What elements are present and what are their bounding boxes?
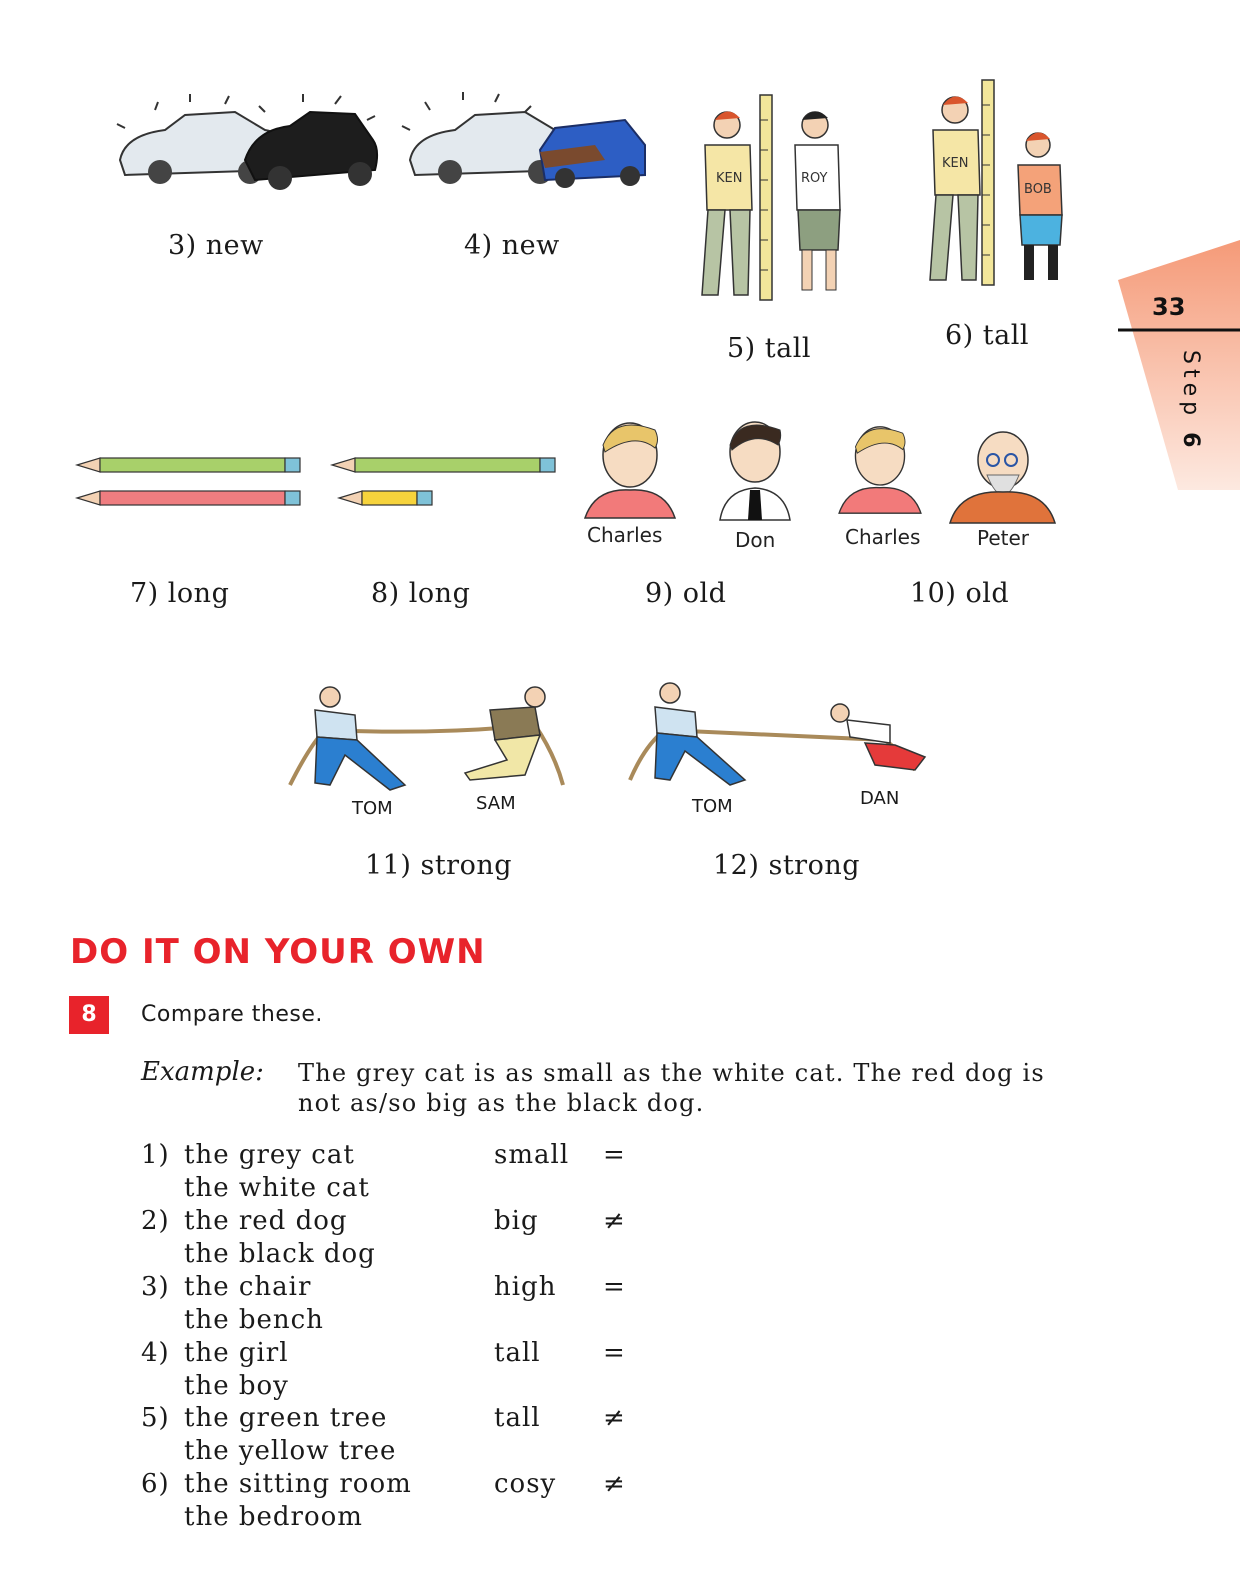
caption-4-new: 4) new <box>464 230 560 261</box>
face-charles-2 <box>830 410 930 520</box>
item-4-number: 4) <box>141 1338 170 1368</box>
item-3-second: the bench <box>184 1305 324 1335</box>
label-charles-2: Charles <box>845 525 921 549</box>
item-6-adjective: cosy <box>494 1469 557 1499</box>
tug-of-war-illustration-11 <box>285 675 570 800</box>
label-tom-1: TOM <box>352 798 393 819</box>
item-1-adjective: small <box>494 1140 570 1170</box>
caption-7-long: 7) long <box>130 578 230 609</box>
shirt-label-bob: BOB <box>1024 182 1052 197</box>
face-charles-1 <box>575 410 685 520</box>
cars-illustration-4 <box>395 90 655 200</box>
item-2-second: the black dog <box>184 1239 376 1269</box>
item-3-symbol: = <box>603 1272 626 1302</box>
item-1-second: the white cat <box>184 1173 370 1203</box>
shirt-label-ken: KEN <box>716 171 743 186</box>
item-1-first: the grey cat <box>184 1140 355 1170</box>
caption-12-strong: 12) strong <box>713 850 861 881</box>
caption-6-tall: 6) tall <box>945 320 1030 351</box>
face-peter <box>945 420 1060 525</box>
item-4-symbol: = <box>603 1338 626 1368</box>
tall-illustration-6 <box>900 75 1080 290</box>
exercise-instruction: Compare these. <box>141 1002 323 1027</box>
caption-9-old: 9) old <box>645 578 727 609</box>
item-5-first: the green tree <box>184 1403 388 1433</box>
cars-illustration-3 <box>105 90 395 200</box>
caption-10-old: 10) old <box>910 578 1010 609</box>
step-label: Step 6 <box>1178 350 1203 453</box>
label-sam: SAM <box>476 793 516 814</box>
item-2-adjective: big <box>494 1206 539 1236</box>
tug-of-war-illustration-12 <box>625 675 945 795</box>
item-2-first: the red dog <box>184 1206 348 1236</box>
caption-3-new: 3) new <box>168 230 264 261</box>
item-4-second: the boy <box>184 1371 289 1401</box>
example-text: The grey cat is as small as the white cat. The red dog is not as/so big as the black dog. <box>298 1059 1045 1117</box>
item-1-symbol: = <box>603 1140 626 1170</box>
label-dan: DAN <box>860 788 900 809</box>
tall-illustration-5 <box>680 90 870 310</box>
item-3-number: 3) <box>141 1272 170 1302</box>
item-6-number: 6) <box>141 1469 170 1499</box>
item-3-adjective: high <box>494 1272 557 1302</box>
item-2-number: 2) <box>141 1206 170 1236</box>
item-4-first: the girl <box>184 1338 289 1368</box>
item-2-symbol: ≠ <box>603 1206 626 1236</box>
item-5-adjective: tall <box>494 1403 541 1433</box>
item-5-second: the yellow tree <box>184 1436 397 1466</box>
item-6-first: the sitting room <box>184 1469 412 1499</box>
label-peter: Peter <box>977 526 1030 550</box>
label-don: Don <box>735 528 776 552</box>
shirt-label-ken-2: KEN <box>942 156 969 171</box>
caption-8-long: 8) long <box>371 578 471 609</box>
pencils-illustration-8 <box>327 450 567 515</box>
face-don <box>710 410 800 525</box>
item-1-number: 1) <box>141 1140 170 1170</box>
shirt-label-roy: ROY <box>801 171 828 186</box>
caption-11-strong: 11) strong <box>365 850 513 881</box>
item-6-symbol: ≠ <box>603 1469 626 1499</box>
item-6-second: the bedroom <box>184 1502 363 1532</box>
example-label: Example: <box>141 1057 264 1087</box>
item-4-adjective: tall <box>494 1338 541 1368</box>
pencils-illustration-7 <box>72 450 312 515</box>
label-tom-2: TOM <box>692 796 733 817</box>
caption-5-tall: 5) tall <box>727 333 812 364</box>
item-3-first: the chair <box>184 1272 312 1302</box>
section-title: DO IT ON YOUR OWN <box>70 932 486 972</box>
item-5-symbol: ≠ <box>603 1403 626 1433</box>
label-charles-1: Charles <box>587 523 663 547</box>
exercise-number-badge: 8 <box>69 996 109 1034</box>
item-5-number: 5) <box>141 1403 170 1433</box>
page-number: 33 <box>1152 293 1186 321</box>
